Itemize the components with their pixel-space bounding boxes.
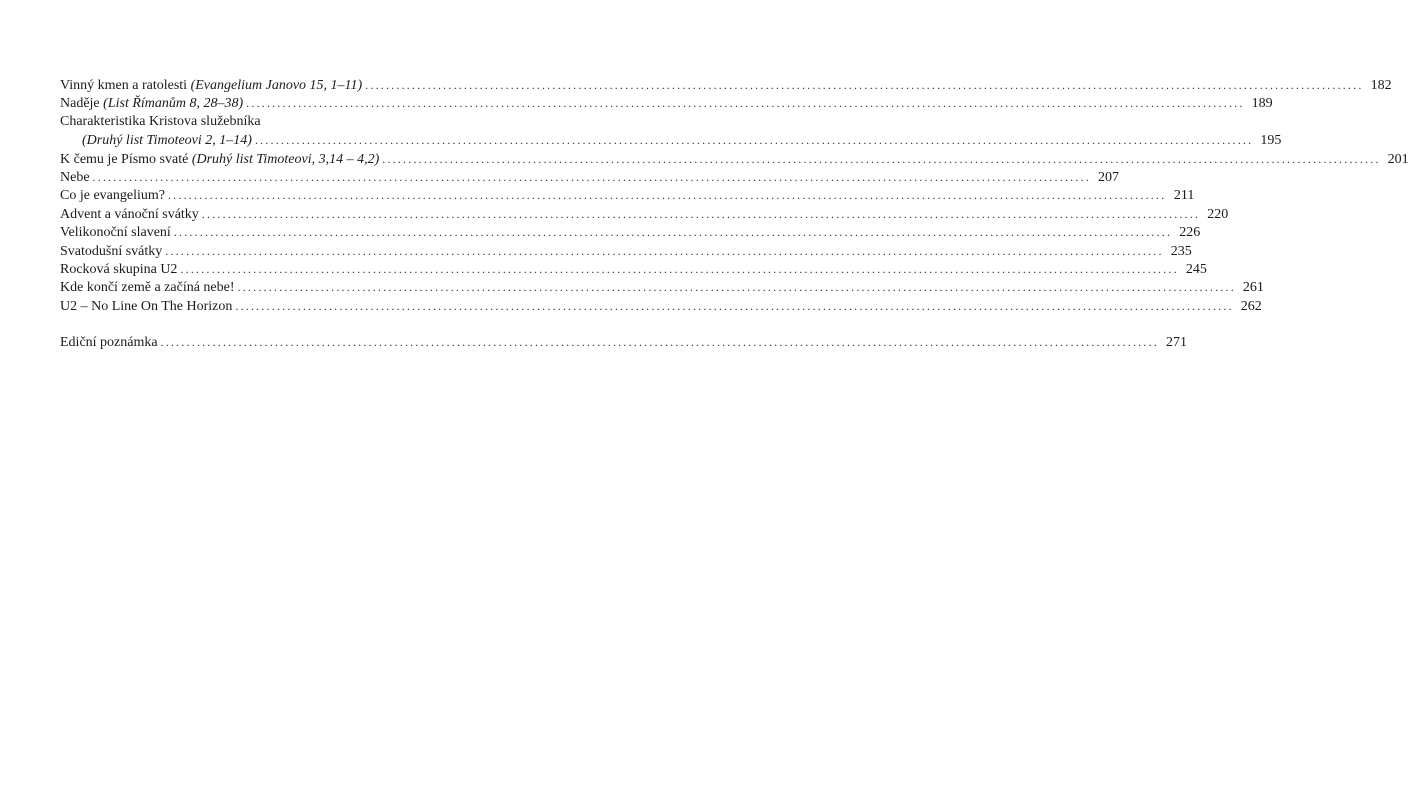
leader-dots (168, 186, 1166, 204)
toc-entry-source-reference: (Druhý list Timoteovi, 3,14 – 4,2) (191, 151, 380, 167)
toc-entry-title (60, 169, 90, 187)
toc-entry-main-title: Kde končí země a začíná nebe! (60, 280, 235, 296)
toc-spacer (60, 315, 456, 333)
toc-entry-source-reference: (Druhý list Timoteovi 2, 1–14) (82, 133, 252, 149)
toc-entry-title (60, 243, 162, 261)
toc-entry[interactable] (60, 297, 1262, 315)
toc-page-number: 226 (1179, 225, 1201, 241)
toc-entry-title (60, 95, 243, 113)
toc-entry-main-title: Vinný kmen a ratolesti (60, 78, 188, 93)
toc-entry[interactable] (60, 168, 1119, 186)
toc-entry[interactable] (60, 131, 1282, 149)
toc-entry[interactable] (60, 94, 1273, 112)
toc-entry[interactable] (60, 242, 1192, 260)
toc-entry-source-reference: (List Římanům 8, 28–38) (103, 96, 244, 112)
toc-entry-main-title: Svatodušní svátky (60, 243, 163, 259)
leader-dots (165, 242, 1163, 260)
toc-page-number: 262 (1240, 298, 1262, 314)
toc-entry[interactable] (60, 150, 1409, 168)
toc-entry-title (60, 151, 379, 169)
toc-entry-title (60, 206, 199, 224)
leader-dots (202, 205, 1200, 223)
toc-entry[interactable] (60, 113, 456, 131)
toc-entry-main-title: Naděje (60, 96, 100, 112)
leader-dots (246, 94, 1244, 112)
leader-dots (382, 150, 1380, 168)
toc-entry-main-title: Nebe (60, 169, 90, 185)
toc-page-number: 201 (1387, 151, 1409, 167)
table-of-contents (60, 76, 1409, 351)
leader-dots (161, 333, 1159, 351)
toc-entry[interactable] (60, 223, 1201, 241)
toc-entry-title (60, 224, 171, 242)
toc-entry-main-title: Velikonoční slavení (60, 225, 171, 241)
toc-entry-title (60, 77, 362, 95)
toc-entry-title: Ediční poznámka (60, 335, 158, 351)
leader-dots (180, 260, 1178, 278)
toc-page-number: 235 (1170, 243, 1192, 259)
toc-page-number: 211 (1173, 188, 1195, 204)
toc-entry-main-title: K čemu je Písmo svaté (60, 151, 189, 167)
toc-page-number: 182 (1370, 78, 1392, 93)
leader-dots (238, 278, 1236, 296)
toc-page-number: 271 (1165, 335, 1187, 351)
leader-dots (174, 223, 1172, 241)
toc-entry-main-title: Rocková skupina U2 (60, 261, 178, 277)
toc-page-number: 207 (1097, 169, 1119, 185)
toc-entry-title (60, 279, 235, 297)
toc-entry-title (60, 261, 177, 279)
toc-entry-source-reference: (Evangelium Janovo 15, 1–11) (190, 78, 363, 93)
toc-entry-title (60, 132, 252, 150)
leader-dots (255, 131, 1253, 149)
toc-entry[interactable] (60, 76, 1392, 94)
toc-entry-main-title: Co je evangelium? (60, 188, 165, 204)
toc-entry[interactable] (60, 278, 1264, 296)
toc-page-number: 189 (1251, 96, 1273, 112)
leader-dots (93, 168, 1091, 186)
toc-entry-main-title: U2 – No Line On The Horizon (60, 298, 233, 314)
toc-page-number: 261 (1242, 280, 1264, 296)
toc-entry[interactable] (60, 205, 1229, 223)
toc-page-number: 245 (1185, 261, 1207, 277)
leader-dots (365, 76, 1363, 94)
toc-list (60, 76, 1409, 315)
toc-entry-main-title: Charakteristika Kristova služebníka (60, 113, 261, 129)
leader-dots (235, 297, 1233, 315)
toc-entry-editorial-note[interactable] (60, 333, 1187, 351)
toc-page-number: 195 (1260, 133, 1282, 149)
toc-page-number: 220 (1207, 206, 1229, 222)
toc-entry[interactable] (60, 260, 1207, 278)
toc-entry-main-title: Advent a vánoční svátky (60, 206, 199, 222)
toc-entry-title (60, 113, 261, 131)
toc-entry-title (60, 187, 165, 205)
toc-entry-title (60, 298, 232, 316)
toc-entry[interactable] (60, 186, 1195, 204)
